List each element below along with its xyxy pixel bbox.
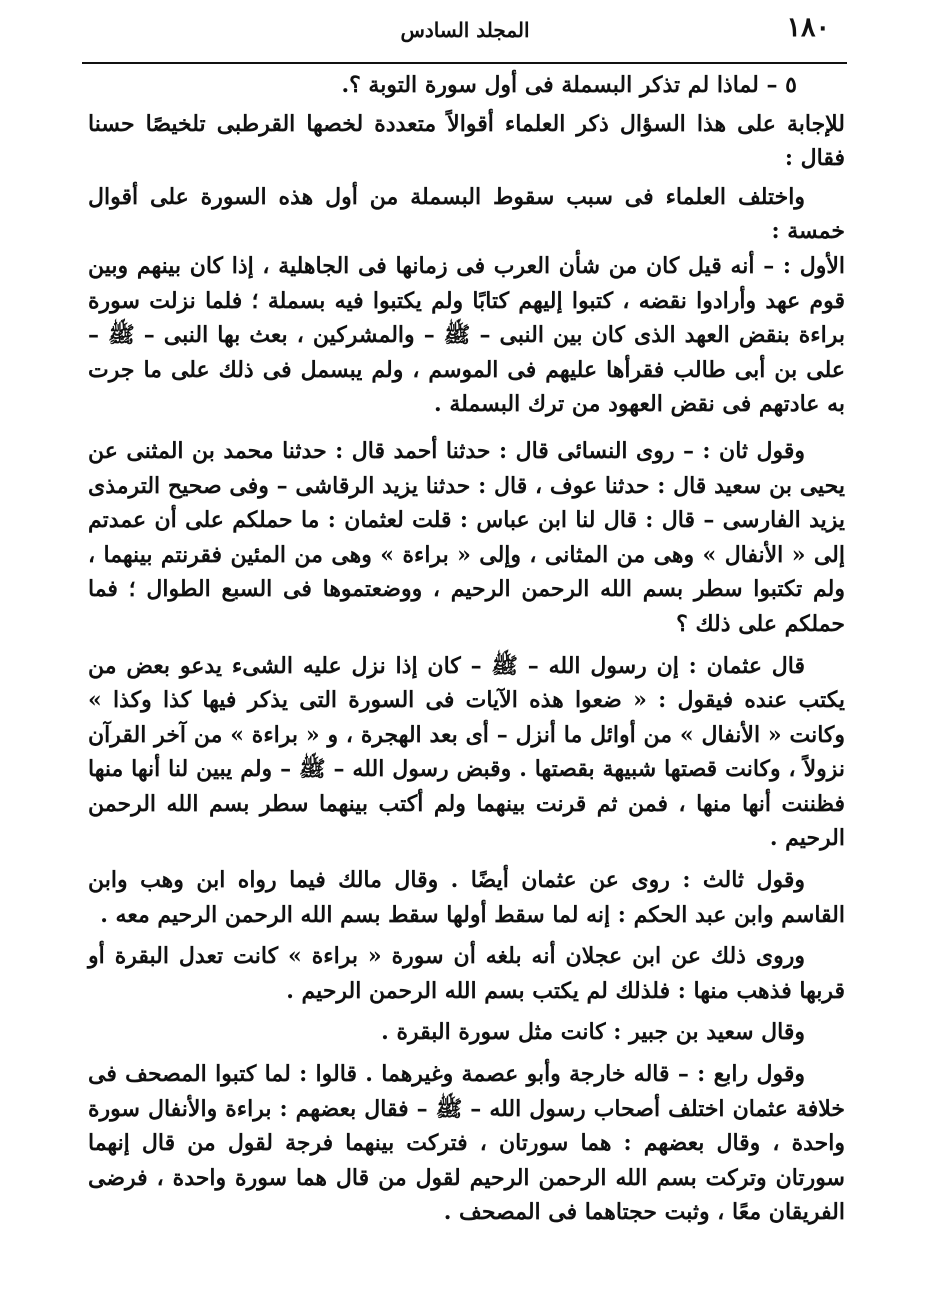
paragraph-third-opinion: وقول ثالث : روى عن عثمان أيضًا . وقال مالك فيما رواه ابن وهب وابن القاسم وابن عبد الحكم : إنه لما سقط أولها سقط بسم الله الرحمن الرحيم معه . (88, 867, 845, 928)
paragraph-fourth-opinion: وقول رابع : – قاله خارجة وأبو عصمة وغيرهما . قالوا : لما كتبوا المصحف فى خلافة عثمان اختلف أصحاب رسول الله – ﷺ – فقال بعضهم : براءة والأنفال سورة واحدة ، وقال بعضهم : هما سورتان ، فتركت بينهما فرجة لقول من قال إنهما سورتان وتركت بسم الله الرحمن الرحيم لقول من قال هما سورة واحدة ، فرضى الفريقان معًا ، وثبت حجتاهما فى المصحف . (88, 1061, 845, 1226)
running-title: المجلد السادس (400, 18, 530, 42)
paragraph-opinions-intro: واختلف العلماء فى سبب سقوط البسملة من أول هذه السورة على أقوال خمسة : (88, 183, 845, 245)
paragraph-ibn-ajlan: وروى ذلك عن ابن عجلان أنه بلغه أن سورة « براءة » كانت تعدل البقرة أو قربها فذهب منها : فلذلك لم يكتب بسم الله الرحمن الرحيم . (88, 943, 845, 1004)
paragraph-said-ibn-jubayr: وقال سعيد بن جبير : كانت مثل سورة البقرة . (381, 1019, 805, 1046)
paragraph-second-opinion: وقول ثان : – روى النسائى قال : حدثنا أحمد قال : حدثنا محمد بن المثنى عن يحيى بن سعيد قال : حدثنا عوف ، قال : حدثنا يزيد الرقاشى – وفى صحيح الترمذى يزيد الفارسى – قال : قال لنا ابن عباس : قلت لعثمان : ما حملكم على أن عمدتم إلى « الأنفال » وهى من المثانى ، وإلى « براءة » وهى من المئين فقرنتم بينهما ، ولم تكتبوا سطر بسم الله الرحمن الرحيم ، ووضعتموها فى السبع الطوال ؛ فما حملكم على ذلك ؟ (88, 437, 845, 637)
paragraph-uthman-reply: قال عثمان : إن رسول الله – ﷺ – كان إذا نزل عليه الشىء يدعو بعض من يكتب عنده فيقول : « ضعوا هذه الآيات فى السورة التى يذكر فيها كذا وكذا » وكانت « الأنفال » من أوائل ما أنزل – أى بعد الهجرة ، و « براءة » من آخر القرآن نزولاً ، وكانت قصتها شبيهة بقصتها . وقبض رسول الله – ﷺ – ولم يبين لنا أنها منها فظننت أنها منها ، فمن ثم قرنت بينهما ولم أكتب بينهما سطر بسم الله الرحمن الرحيم . (88, 652, 845, 852)
question-heading: ٥ – لماذا لم تذكر البسملة فى أول سورة التوبة ؟. (341, 72, 797, 98)
page-number: ١٨٠ (786, 12, 830, 43)
page-header (80, 6, 850, 58)
paragraph-intro: للإجابة على هذا السؤال ذكر العلماء أقوالاً متعددة لخصها القرطبى تلخيصًا حسنا فقال : (88, 110, 845, 172)
page-body (88, 68, 845, 1230)
paragraph-first-opinion: الأول : – أنه قيل كان من شأن العرب فى زمانها فى الجاهلية ، إذا كان بينهم وبين قوم عهد وأرادوا نقضه ، كتبوا إليهم كتابًا ولم يكتبوا فيه بسملة ؛ فلما نزلت سورة براءة بنقض العهد الذى كان بين النبى – ﷺ – والمشركين ، بعث بها النبى – ﷺ – على بن أبى طالب فقرأها عليهم فى الموسم ، ولم يبسمل فى ذلك على ما جرت به عادتهم فى نقض العهود من ترك البسملة . (88, 252, 845, 418)
header-divider (82, 62, 847, 64)
